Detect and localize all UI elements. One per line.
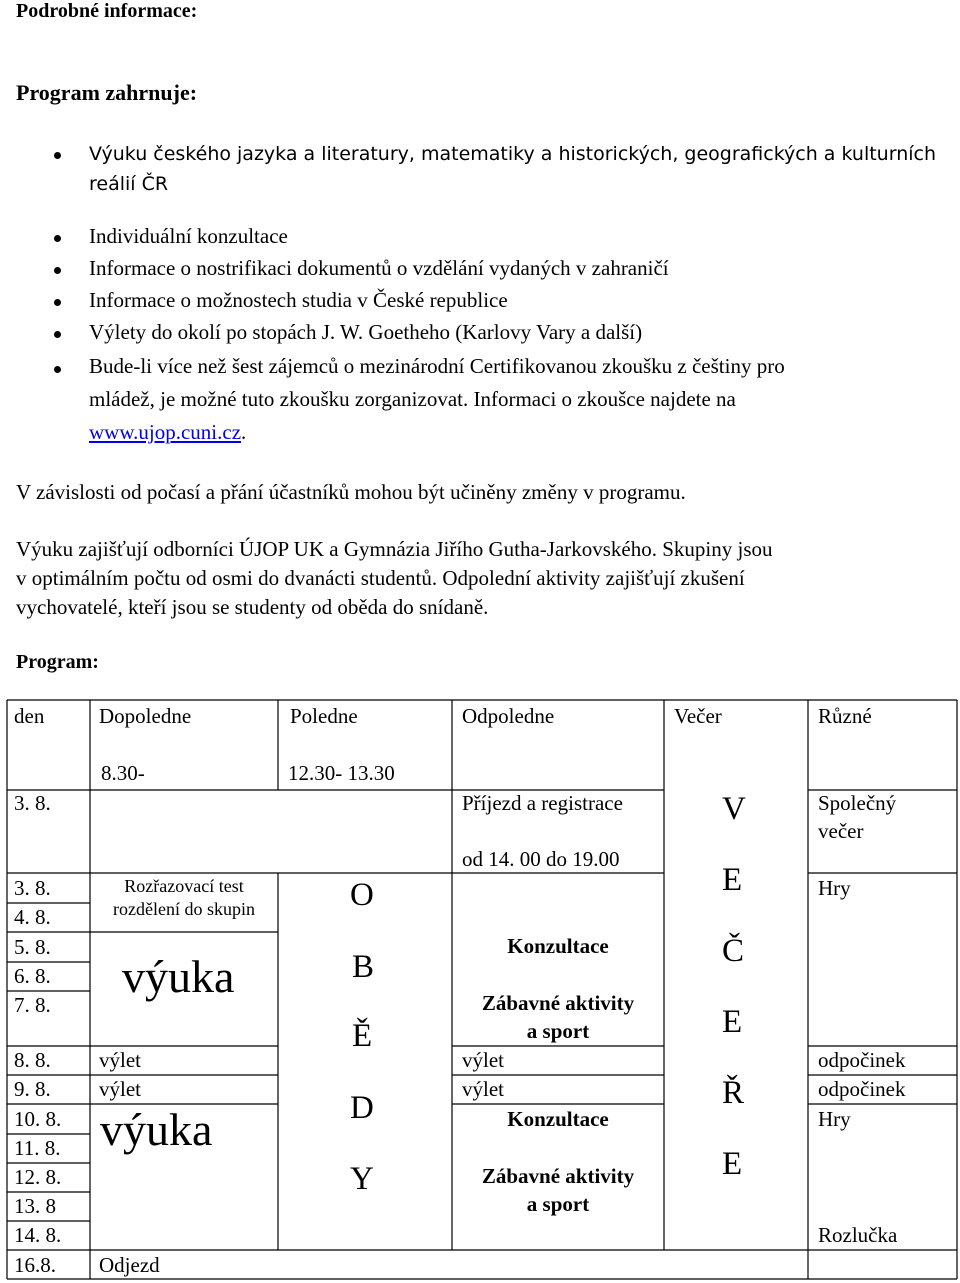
day-cell: 12. 8.	[14, 1165, 62, 1189]
paragraph-changes: V závislosti od počasí a přání účastníků mohou být učiněny změny v programu.	[16, 480, 686, 504]
vyuka-label-2: výuka	[100, 1104, 213, 1155]
placement-test-line-1: Rozřazovací test	[124, 876, 244, 896]
vecere-letter: E	[722, 862, 743, 898]
bullet-item-4: Informace o možnostech studia v České republice	[89, 288, 508, 312]
departure: Odjezd	[99, 1253, 160, 1277]
day-cell: 6. 8.	[14, 964, 51, 988]
games-1: Hry	[818, 876, 851, 900]
rest-1: odpočinek	[818, 1048, 906, 1072]
header-odpoledne: Odpoledne	[462, 704, 555, 728]
vecere-letter: V	[722, 791, 746, 827]
bullet-item-1-line-2: reálií ČR	[89, 173, 169, 195]
day-cell: 10. 8.	[14, 1107, 62, 1131]
obed-letter: D	[350, 1090, 374, 1126]
social-evening-line-1: Společný	[818, 791, 897, 815]
day-cell: 11. 8.	[14, 1136, 61, 1160]
day-cell: 8. 8.	[14, 1048, 51, 1072]
time-poledne: 12.30- 13.30	[288, 761, 395, 785]
day-cell: 4. 8.	[14, 905, 51, 929]
time-dopoledne: 8.30-	[101, 761, 145, 785]
header-ruzne: Různé	[818, 704, 872, 728]
obed-letter: O	[350, 877, 374, 913]
day-cell: 13. 8	[14, 1194, 56, 1218]
fun-activities-1-line-2: a sport	[526, 1019, 590, 1043]
header-den: den	[14, 704, 45, 728]
details-heading: Podrobné informace:	[16, 0, 198, 22]
program-includes-heading: Program zahrnuje:	[16, 80, 198, 105]
paragraph-staff-line-3: vychovatelé, kteří jsou se studenty od oběda do snídaně.	[16, 595, 489, 619]
konzultace-1: Konzultace	[507, 934, 609, 958]
vecere-letter: E	[722, 1004, 743, 1040]
day-cell: 7. 8.	[14, 993, 51, 1017]
program-heading: Program:	[16, 651, 99, 673]
fun-activities-2-line-2: a sport	[526, 1192, 590, 1216]
bullet-item-2: Individuální konzultace	[89, 224, 288, 248]
social-evening-line-2: večer	[818, 819, 864, 843]
vecere-letter: Č	[722, 933, 745, 969]
arrival-line-2: od 14. 00 do 19.00	[462, 847, 620, 871]
header-vecer: Večer	[674, 704, 722, 728]
obed-letter: B	[352, 949, 375, 985]
header-dopoledne: Dopoledne	[99, 704, 192, 728]
fun-activities-1-line-1: Zábavné aktivity	[481, 991, 635, 1015]
bullet-item-6-line-2: mládež, je možné tuto zkoušku zorganizovat. Informaci o zkoušce najdete na	[89, 387, 736, 411]
bullet-item-1-line-1: Výuku českého jazyka a literatury, matematiky a historických, geografických a kulturních	[89, 143, 937, 165]
paragraph-staff-line-1: Výuku zajišťují odborníci ÚJOP UK a Gymnázia Jiřího Gutha-Jarkovského. Skupiny jsou	[16, 537, 773, 561]
bullet-item-6-end: .	[241, 420, 247, 444]
vecere-letter: E	[722, 1146, 743, 1182]
trip-morning-2: výlet	[99, 1077, 141, 1101]
bullet-item-3: Informace o nostrifikaci dokumentů o vzdělání vydaných v zahraničí	[89, 256, 669, 280]
day-cell: 5. 8.	[14, 935, 51, 959]
fun-activities-2-line-1: Zábavné aktivity	[481, 1164, 635, 1188]
games-2: Hry	[818, 1107, 851, 1131]
bullet-item-5: Výlety do okolí po stopách J. W. Goetheho (Karlovy Vary a další)	[89, 320, 643, 344]
day-cell: 14. 8.	[14, 1223, 62, 1247]
farewell: Rozlučka	[818, 1223, 898, 1247]
header-poledne: Poledne	[290, 704, 358, 728]
paragraph-staff-line-2: v optimálním počtu od osmi do dvanácti studentů. Odpolední aktivity zajišťují zkušení	[16, 566, 745, 590]
trip-morning-1: výlet	[99, 1048, 141, 1072]
obed-letter: Y	[350, 1161, 374, 1197]
rest-2: odpočinek	[818, 1077, 906, 1101]
trip-afternoon-2: výlet	[462, 1077, 504, 1101]
vyuka-label-1: výuka	[122, 951, 235, 1002]
bullet-item-6-line-1: Bude-li více než šest zájemců o mezinárodní Certifikovanou zkoušku z češtiny pro	[89, 354, 785, 378]
vecere-letter: Ř	[722, 1075, 745, 1111]
trip-afternoon-1: výlet	[462, 1048, 504, 1072]
day-cell: 9. 8.	[14, 1077, 51, 1101]
day-cell: 16.8.	[14, 1253, 56, 1277]
konzultace-2: Konzultace	[507, 1107, 609, 1131]
day-cell: 3. 8.	[14, 876, 51, 900]
obed-letter: Ě	[352, 1018, 373, 1054]
day-cell: 3. 8.	[14, 791, 51, 815]
arrival-line-1: Příjezd a registrace	[462, 791, 623, 815]
ujop-link[interactable]: www.ujop.cuni.cz	[89, 420, 242, 444]
placement-test-line-2: rozdělení do skupin	[113, 899, 255, 919]
